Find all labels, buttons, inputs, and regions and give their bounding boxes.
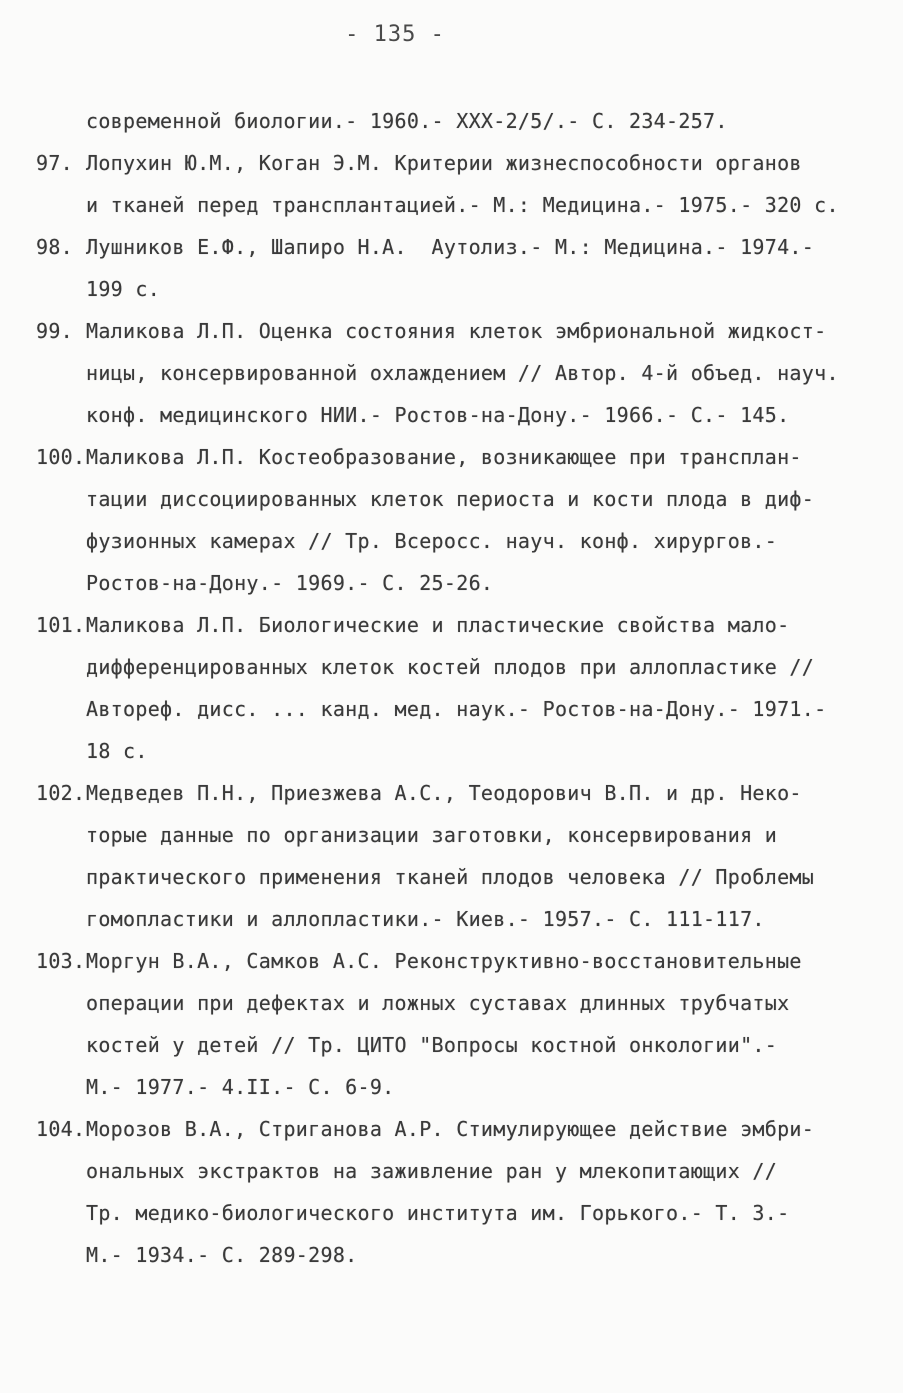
reference-number: 97. (36, 151, 74, 175)
reference-line: Автореф. дисс. ... канд. мед. наук.- Ростов-на-Дону.- 1971.- (86, 697, 827, 721)
reference-text: Маликова Л.П. Костеобразование, возникающее при трансплан- (86, 445, 802, 469)
reference-entry-99-line-1 (36, 310, 872, 352)
reference-text: Лопухин Ю.М., Коган Э.М. Критерии жизнеспособности органов (86, 151, 802, 175)
reference-number: 101. (36, 613, 86, 637)
reference-number: 100. (36, 445, 86, 469)
reference-entry-101-line-1 (36, 604, 872, 646)
reference-line: операции при дефектах и ложных суставах длинных трубчатых (86, 991, 790, 1015)
reference-line: конф. медицинского НИИ.- Ростов-на-Дону.- 1966.- С.- 145. (86, 403, 790, 427)
reference-number: 102. (36, 781, 86, 805)
reference-entry-104-line-1 (36, 1108, 872, 1150)
reference-line: М.- 1934.- С. 289-298. (86, 1243, 358, 1267)
reference-number: 104. (36, 1117, 86, 1141)
reference-line: фузионных камерах // Тр. Всеросс. науч. конф. хирургов.- (86, 529, 778, 553)
reference-line: дифференцированных клеток костей плодов при аллопластике // (86, 655, 815, 679)
reference-text: Маликова Л.П. Биологические и пластические свойства мало- (86, 613, 790, 637)
reference-line: 18 с. (86, 739, 148, 763)
reference-line: гомопластики и аллопластики.- Киев.- 1957.- С. 111-117. (86, 907, 765, 931)
reference-list (36, 100, 872, 1276)
reference-line: М.- 1977.- 4.II.- С. 6-9. (86, 1075, 395, 1099)
reference-text: Медведев П.Н., Приезжева А.С., Теодорович В.П. и др. Неко- (86, 781, 802, 805)
reference-entry-100-line-1 (36, 436, 872, 478)
reference-line: и тканей перед трансплантацией.- М.: Медицина.- 1975.- 320 с. (86, 193, 839, 217)
reference-line: костей у детей // Тр. ЦИТО "Вопросы костной онкологии".- (86, 1033, 778, 1057)
reference-number: 98. (36, 235, 74, 259)
reference-line: 199 с. (86, 277, 161, 301)
reference-text: Лушников Е.Ф., Шапиро Н.А. Аутолиз.- М.: Медицина.- 1974.- (86, 235, 815, 259)
reference-number: 103. (36, 949, 86, 973)
reference-line: ональных экстрактов на заживление ран у млекопитающих // (86, 1159, 778, 1183)
reference-line: практического применения тканей плодов человека // Проблемы (86, 865, 815, 889)
reference-text: Морозов В.А., Стриганова А.Р. Стимулирующее действие эмбри- (86, 1117, 815, 1141)
reference-number: 99. (36, 319, 74, 343)
reference-text: Маликова Л.П. Оценка состояния клеток эмбриональной жидкост- (86, 319, 827, 343)
reference-line: тации диссоциированных клеток периоста и кости плода в диф- (86, 487, 815, 511)
reference-line: ницы, консервированной охлаждением // Автор. 4-й объед. науч. (86, 361, 839, 385)
reference-entry-103-line-1 (36, 940, 872, 982)
reference-line: Тр. медико-биологического института им. Горького.- Т. 3.- (86, 1201, 790, 1225)
reference-entry-102-line-1 (36, 772, 872, 814)
reference-text: Моргун В.А., Самков А.С. Реконструктивно-восстановительные (86, 949, 802, 973)
reference-line: Ростов-на-Дону.- 1969.- С. 25-26. (86, 571, 494, 595)
reference-entry-97-line-1 (36, 142, 872, 184)
reference-entry-98-line-1 (36, 226, 872, 268)
reference-line: современной биологии.- 1960.- XXX-2/5/.- С. 234-257. (86, 109, 728, 133)
reference-line: торые данные по организации заготовки, консервирования и (86, 823, 778, 847)
page-number: - 135 - (345, 22, 445, 47)
